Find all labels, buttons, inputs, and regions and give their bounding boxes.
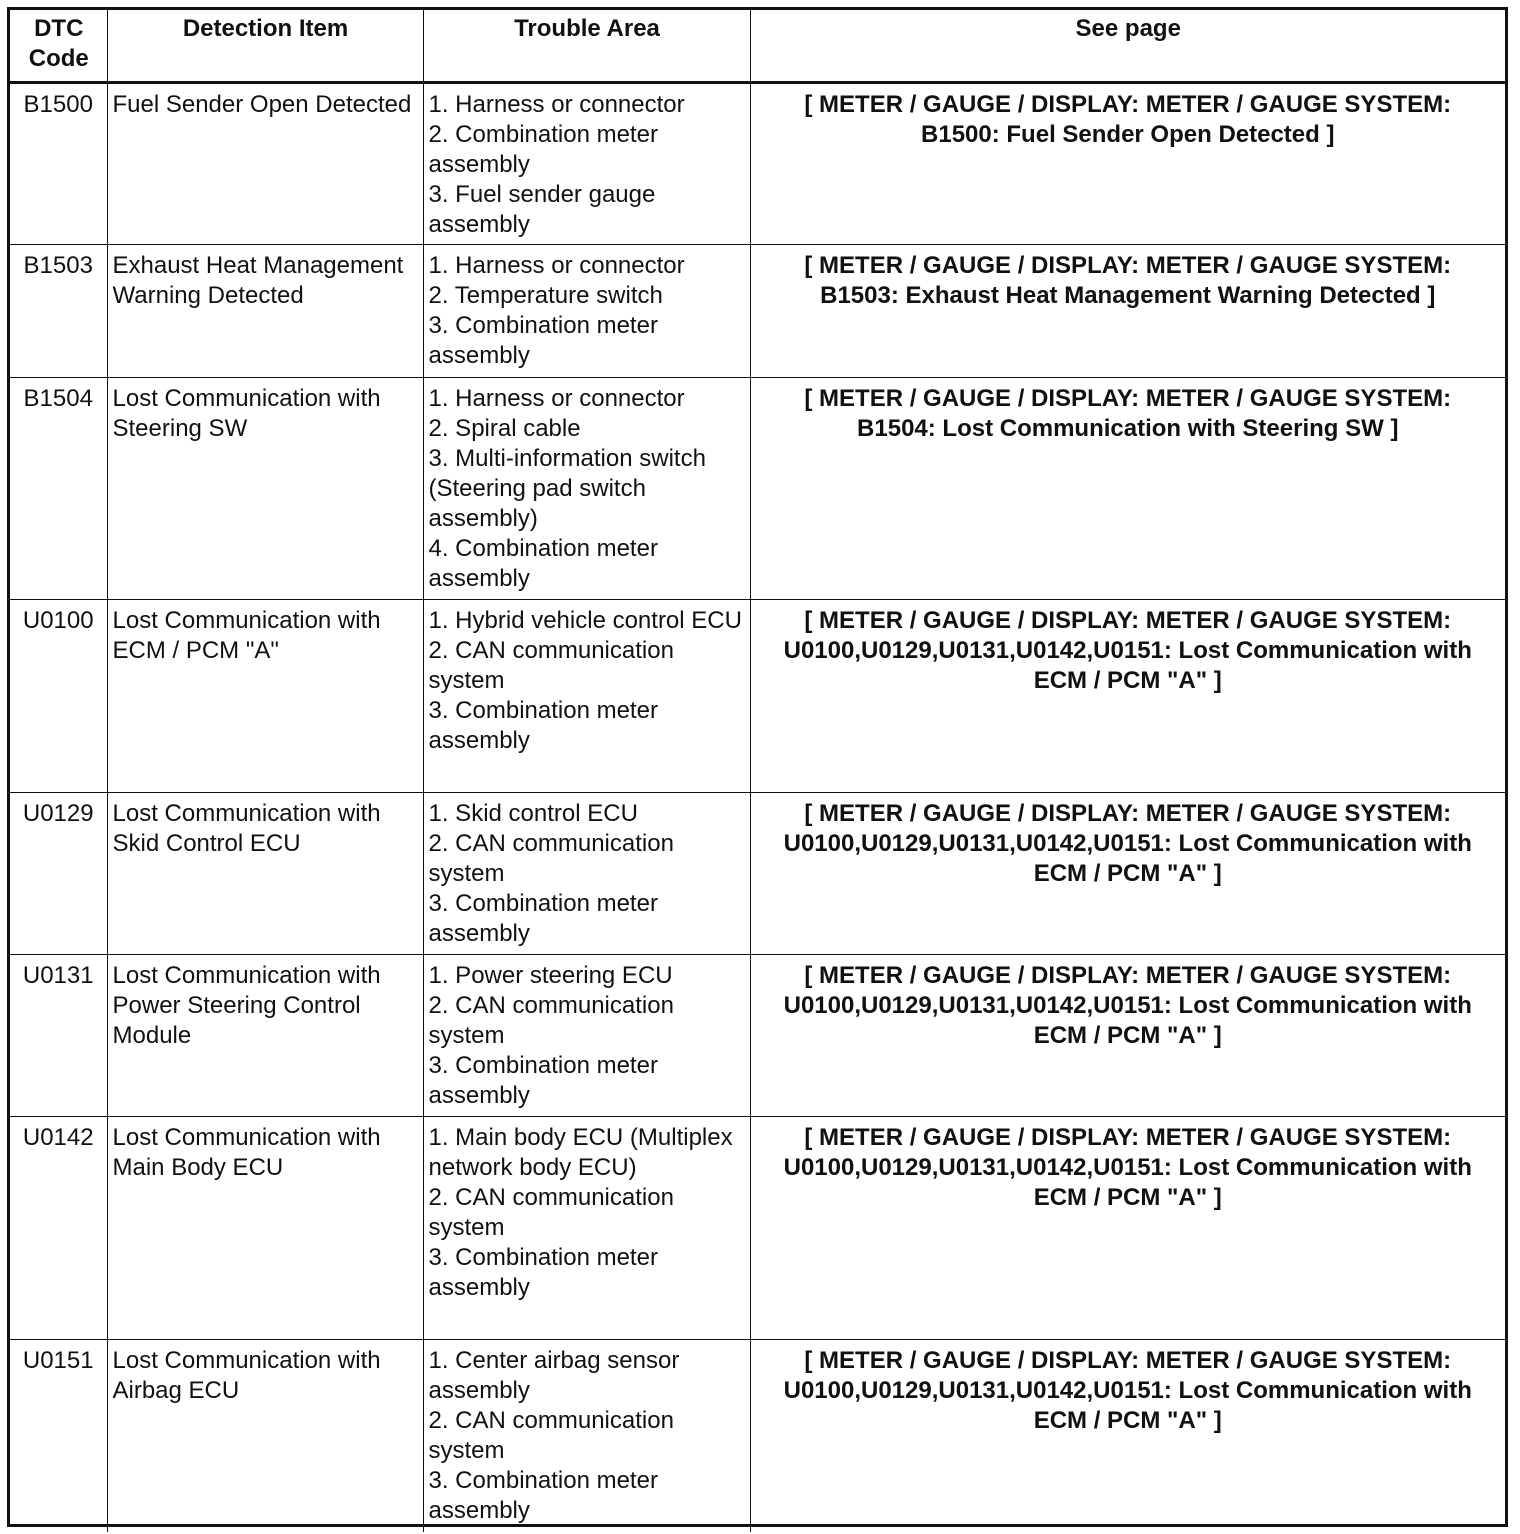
see-page-link[interactable]: [ METER / GAUGE / DISPLAY: METER / GAUGE SYSTEM: U0100,U0129,U0131,U0142,U0151: Lost Communication with ECM / PCM "A" ] <box>750 954 1505 1116</box>
header-trouble-area: Trouble Area <box>423 10 750 82</box>
dtc-code-cell: B1503 <box>10 244 107 377</box>
dtc-code-cell: U0129 <box>10 792 107 954</box>
trouble-area-cell <box>423 1116 750 1339</box>
detection-item-cell: Lost Communication with Power Steering Control Module <box>107 954 423 1116</box>
see-page-link[interactable]: [ METER / GAUGE / DISPLAY: METER / GAUGE SYSTEM: B1503: Exhaust Heat Management Warning Detected ] <box>750 244 1505 377</box>
table-row <box>10 954 1505 1116</box>
trouble-area-item: 2. CAN communication system <box>428 991 674 1049</box>
trouble-area-item: 2. Combination meter assembly <box>428 120 658 178</box>
see-page-link[interactable]: [ METER / GAUGE / DISPLAY: METER / GAUGE SYSTEM: U0100,U0129,U0131,U0142,U0151: Lost Communication with ECM / PCM "A" ] <box>750 599 1505 792</box>
dtc-code-cell: U0100 <box>10 599 107 792</box>
table-row <box>10 1116 1505 1339</box>
trouble-area-item: 4. Combination meter assembly <box>428 534 658 592</box>
trouble-area-item: 3. Combination meter assembly <box>428 1466 658 1524</box>
dtc-code-cell: U0131 <box>10 954 107 1116</box>
see-page-link[interactable]: [ METER / GAUGE / DISPLAY: METER / GAUGE SYSTEM: U0100,U0129,U0131,U0142,U0151: Lost Communication with ECM / PCM "A" ] <box>750 1116 1505 1339</box>
header-detection-item: Detection Item <box>107 10 423 82</box>
trouble-area-item: 1. Harness or connector <box>428 384 685 412</box>
detection-item-cell: Lost Communication with Steering SW <box>107 377 423 599</box>
see-page-link[interactable]: [ METER / GAUGE / DISPLAY: METER / GAUGE SYSTEM: U0100,U0129,U0131,U0142,U0151: Lost Communication with ECM / PCM "A" ] <box>750 792 1505 954</box>
table-header-row <box>10 10 1505 82</box>
trouble-area-item: 1. Main body ECU (Multiplex network body ECU) <box>428 1123 733 1181</box>
trouble-area-cell <box>423 244 750 377</box>
detection-item-cell: Lost Communication with ECM / PCM "A" <box>107 599 423 792</box>
table-row <box>10 82 1505 244</box>
trouble-area-cell <box>423 377 750 599</box>
dtc-code-cell: B1504 <box>10 377 107 599</box>
trouble-area-item: 1. Power steering ECU <box>428 961 673 989</box>
trouble-area-item: 1. Center airbag sensor assembly <box>428 1346 680 1404</box>
table-row <box>10 244 1505 377</box>
trouble-area-item: 2. CAN communication system <box>428 636 674 694</box>
table-row <box>10 792 1505 954</box>
detection-item-cell: Lost Communication with Main Body ECU <box>107 1116 423 1339</box>
header-see-page: See page <box>750 10 1505 82</box>
see-page-link[interactable]: [ METER / GAUGE / DISPLAY: METER / GAUGE SYSTEM: U0100,U0129,U0131,U0142,U0151: Lost Communication with ECM / PCM "A" ] <box>750 1339 1505 1532</box>
dtc-table <box>10 10 1505 1532</box>
detection-item-cell: Lost Communication with Skid Control ECU <box>107 792 423 954</box>
trouble-area-item: 2. CAN communication system <box>428 1183 674 1241</box>
trouble-area-item: 1. Hybrid vehicle control ECU <box>428 606 742 634</box>
trouble-area-cell <box>423 954 750 1116</box>
see-page-link[interactable]: [ METER / GAUGE / DISPLAY: METER / GAUGE SYSTEM: B1504: Lost Communication with Steering SW ] <box>750 377 1505 599</box>
header-dtc-code: DTC Code <box>10 10 107 82</box>
trouble-area-item: 3. Combination meter assembly <box>428 1243 658 1301</box>
trouble-area-cell <box>423 1339 750 1532</box>
trouble-area-cell <box>423 792 750 954</box>
table-row <box>10 377 1505 599</box>
trouble-area-item: 2. CAN communication system <box>428 1406 674 1464</box>
see-page-link[interactable]: [ METER / GAUGE / DISPLAY: METER / GAUGE SYSTEM: B1500: Fuel Sender Open Detected ] <box>750 82 1505 244</box>
trouble-area-item: 3. Fuel sender gauge assembly <box>428 180 656 238</box>
trouble-area-item: 3. Combination meter assembly <box>428 1051 658 1109</box>
detection-item-cell: Lost Communication with Airbag ECU <box>107 1339 423 1532</box>
dtc-code-cell: U0142 <box>10 1116 107 1339</box>
detection-item-cell: Fuel Sender Open Detected <box>107 82 423 244</box>
trouble-area-item: 3. Combination meter assembly <box>428 696 658 754</box>
trouble-area-cell <box>423 599 750 792</box>
table-row <box>10 1339 1505 1532</box>
trouble-area-item: 2. Temperature switch <box>428 281 663 309</box>
dtc-code-cell: B1500 <box>10 82 107 244</box>
trouble-area-item: 1. Skid control ECU <box>428 799 638 827</box>
trouble-area-item: 3. Combination meter assembly <box>428 889 658 947</box>
trouble-area-item: 3. Combination meter assembly <box>428 311 658 369</box>
trouble-area-item: 2. CAN communication system <box>428 829 674 887</box>
trouble-area-item: 3. Multi-information switch (Steering pad switch assembly) <box>428 444 706 532</box>
trouble-area-item: 1. Harness or connector <box>428 90 685 118</box>
trouble-area-item: 2. Spiral cable <box>428 414 581 442</box>
dtc-table-container <box>7 7 1508 1527</box>
detection-item-cell: Exhaust Heat Management Warning Detected <box>107 244 423 377</box>
trouble-area-item: 1. Harness or connector <box>428 251 685 279</box>
dtc-code-cell: U0151 <box>10 1339 107 1532</box>
trouble-area-cell <box>423 82 750 244</box>
table-row <box>10 599 1505 792</box>
